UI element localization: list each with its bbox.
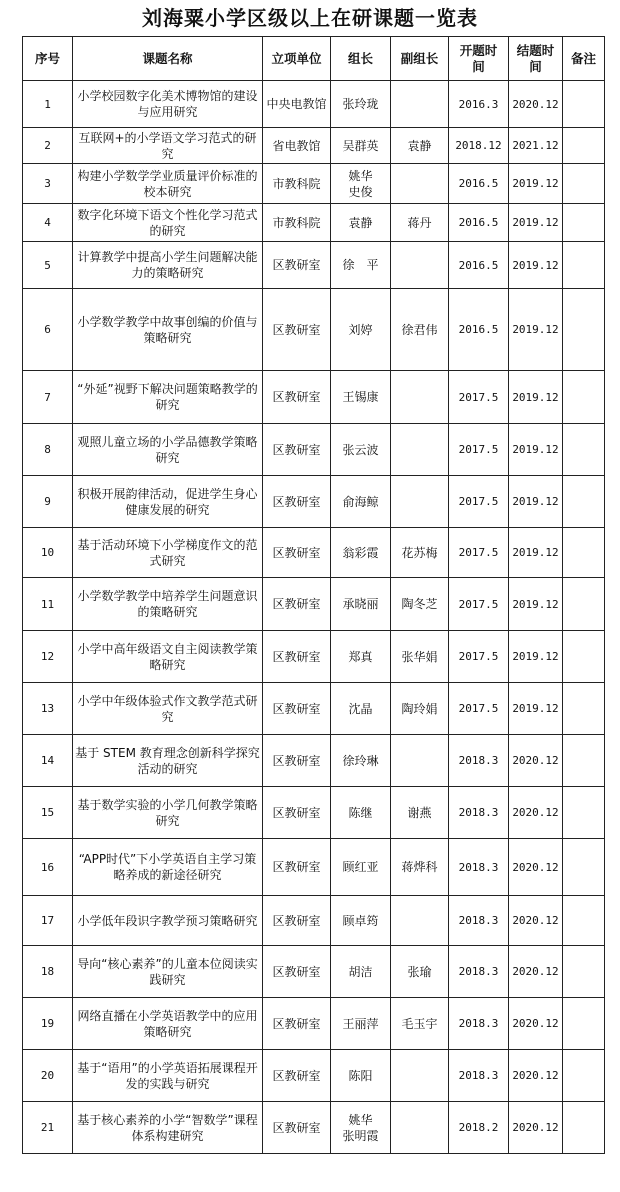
cell-end: 2019.12 bbox=[509, 578, 563, 631]
cell-leader: 顾红亚 bbox=[331, 839, 391, 896]
cell-end: 2020.12 bbox=[509, 896, 563, 946]
header-row bbox=[23, 37, 605, 81]
cell-leader: 吴群英 bbox=[331, 128, 391, 164]
cell-start: 2017.5 bbox=[449, 424, 509, 476]
cell-no: 11 bbox=[23, 578, 73, 631]
cell-topic: 积极开展韵律活动，促进学生身心健康发展的研究 bbox=[73, 476, 263, 528]
table-row bbox=[23, 242, 605, 289]
cell-note bbox=[563, 242, 605, 289]
cell-unit: 省电教馆 bbox=[263, 128, 331, 164]
cell-no: 2 bbox=[23, 128, 73, 164]
header-no: 序号 bbox=[23, 37, 73, 81]
page-title: 刘海粟小学区级以上在研课题一览表 bbox=[142, 6, 478, 30]
cell-no: 19 bbox=[23, 998, 73, 1050]
cell-unit: 区教研室 bbox=[263, 476, 331, 528]
cell-end: 2020.12 bbox=[509, 998, 563, 1050]
table-row bbox=[23, 735, 605, 787]
cell-no: 20 bbox=[23, 1050, 73, 1102]
cell-leader: 翁彩霞 bbox=[331, 528, 391, 578]
header-topic: 课题名称 bbox=[73, 37, 263, 81]
cell-start: 2018.3 bbox=[449, 787, 509, 839]
cell-start: 2018.3 bbox=[449, 998, 509, 1050]
cell-leader: 徐玲琳 bbox=[331, 735, 391, 787]
cell-no: 1 bbox=[23, 81, 73, 128]
table-row bbox=[23, 631, 605, 683]
cell-topic: 构建小学数学学业质量评价标准的校本研究 bbox=[73, 164, 263, 204]
cell-start: 2016.5 bbox=[449, 164, 509, 204]
cell-no: 15 bbox=[23, 787, 73, 839]
cell-topic: 基于“语用”的小学英语拓展课程开发的实践与研究 bbox=[73, 1050, 263, 1102]
cell-no: 10 bbox=[23, 528, 73, 578]
cell-leader: 刘婷 bbox=[331, 289, 391, 371]
cell-deputy bbox=[391, 476, 449, 528]
cell-note bbox=[563, 289, 605, 371]
header-leader: 组长 bbox=[331, 37, 391, 81]
cell-topic: 小学中高年级语文自主阅读教学策略研究 bbox=[73, 631, 263, 683]
table-row bbox=[23, 998, 605, 1050]
cell-topic: 小学数学教学中培养学生问题意识的策略研究 bbox=[73, 578, 263, 631]
research-topics-table bbox=[22, 36, 605, 1154]
cell-start: 2017.5 bbox=[449, 371, 509, 424]
table-row bbox=[23, 787, 605, 839]
cell-unit: 区教研室 bbox=[263, 289, 331, 371]
cell-start: 2018.3 bbox=[449, 1050, 509, 1102]
cell-topic: 基于活动环境下小学梯度作文的范式研究 bbox=[73, 528, 263, 578]
cell-note bbox=[563, 787, 605, 839]
cell-note bbox=[563, 528, 605, 578]
cell-deputy bbox=[391, 424, 449, 476]
cell-unit: 区教研室 bbox=[263, 683, 331, 735]
cell-note bbox=[563, 735, 605, 787]
cell-no: 14 bbox=[23, 735, 73, 787]
table-row bbox=[23, 164, 605, 204]
cell-unit: 区教研室 bbox=[263, 839, 331, 896]
cell-topic: 基于 STEM 教育理念创新科学探究活动的研究 bbox=[73, 735, 263, 787]
table-row bbox=[23, 204, 605, 242]
table-row bbox=[23, 128, 605, 164]
header-end: 结题时 间 bbox=[509, 37, 563, 81]
cell-leader: 陈继 bbox=[331, 787, 391, 839]
cell-unit: 区教研室 bbox=[263, 787, 331, 839]
table-row bbox=[23, 476, 605, 528]
cell-unit: 中央电教馆 bbox=[263, 81, 331, 128]
cell-note bbox=[563, 896, 605, 946]
cell-no: 5 bbox=[23, 242, 73, 289]
cell-deputy: 陶冬芝 bbox=[391, 578, 449, 631]
cell-deputy bbox=[391, 896, 449, 946]
cell-leader: 袁静 bbox=[331, 204, 391, 242]
cell-end: 2020.12 bbox=[509, 839, 563, 896]
table-row bbox=[23, 528, 605, 578]
cell-note bbox=[563, 578, 605, 631]
table-row bbox=[23, 946, 605, 998]
cell-end: 2019.12 bbox=[509, 242, 563, 289]
cell-end: 2019.12 bbox=[509, 204, 563, 242]
cell-deputy bbox=[391, 164, 449, 204]
cell-topic: 观照儿童立场的小学品德教学策略研究 bbox=[73, 424, 263, 476]
cell-deputy: 花苏梅 bbox=[391, 528, 449, 578]
table-row bbox=[23, 578, 605, 631]
cell-unit: 区教研室 bbox=[263, 242, 331, 289]
cell-deputy: 张华娟 bbox=[391, 631, 449, 683]
table-row bbox=[23, 1050, 605, 1102]
cell-note bbox=[563, 1102, 605, 1154]
cell-start: 2016.5 bbox=[449, 289, 509, 371]
cell-no: 13 bbox=[23, 683, 73, 735]
cell-topic: 小学校园数字化美术博物馆的建设与应用研究 bbox=[73, 81, 263, 128]
cell-no: 16 bbox=[23, 839, 73, 896]
cell-unit: 区教研室 bbox=[263, 998, 331, 1050]
cell-topic: 数字化环境下语文个性化学习范式的研究 bbox=[73, 204, 263, 242]
cell-unit: 区教研室 bbox=[263, 424, 331, 476]
table-row bbox=[23, 371, 605, 424]
cell-deputy: 蒋丹 bbox=[391, 204, 449, 242]
cell-end: 2019.12 bbox=[509, 164, 563, 204]
cell-unit: 区教研室 bbox=[263, 896, 331, 946]
cell-no: 3 bbox=[23, 164, 73, 204]
cell-deputy: 蒋烨科 bbox=[391, 839, 449, 896]
cell-note bbox=[563, 631, 605, 683]
cell-end: 2019.12 bbox=[509, 289, 563, 371]
cell-end: 2019.12 bbox=[509, 631, 563, 683]
cell-deputy: 袁静 bbox=[391, 128, 449, 164]
cell-no: 9 bbox=[23, 476, 73, 528]
cell-start: 2017.5 bbox=[449, 578, 509, 631]
cell-no: 7 bbox=[23, 371, 73, 424]
cell-deputy bbox=[391, 242, 449, 289]
header-note: 备注 bbox=[563, 37, 605, 81]
cell-topic: 基于核心素养的小学“智数学”课程体系构建研究 bbox=[73, 1102, 263, 1154]
cell-topic: “APP时代”下小学英语自主学习策略养成的新途径研究 bbox=[73, 839, 263, 896]
cell-note bbox=[563, 839, 605, 896]
cell-unit: 区教研室 bbox=[263, 946, 331, 998]
cell-start: 2016.5 bbox=[449, 242, 509, 289]
cell-end: 2020.12 bbox=[509, 1102, 563, 1154]
table-row bbox=[23, 424, 605, 476]
cell-note bbox=[563, 476, 605, 528]
cell-unit: 区教研室 bbox=[263, 1102, 331, 1154]
cell-leader: 王丽萍 bbox=[331, 998, 391, 1050]
cell-start: 2016.3 bbox=[449, 81, 509, 128]
cell-leader: 陈阳 bbox=[331, 1050, 391, 1102]
cell-start: 2018.3 bbox=[449, 896, 509, 946]
table-row bbox=[23, 289, 605, 371]
cell-start: 2018.12 bbox=[449, 128, 509, 164]
table-row bbox=[23, 896, 605, 946]
cell-end: 2019.12 bbox=[509, 424, 563, 476]
cell-topic: 小学中年级体验式作文教学范式研究 bbox=[73, 683, 263, 735]
cell-topic: 基于数学实验的小学几何教学策略研究 bbox=[73, 787, 263, 839]
header-unit: 立项单位 bbox=[263, 37, 331, 81]
header-deputy: 副组长 bbox=[391, 37, 449, 81]
cell-topic: 互联网+的小学语文学习范式的研究 bbox=[73, 128, 263, 164]
cell-topic: 小学数学教学中故事创编的价值与策略研究 bbox=[73, 289, 263, 371]
cell-end: 2020.12 bbox=[509, 735, 563, 787]
cell-no: 12 bbox=[23, 631, 73, 683]
cell-note bbox=[563, 1050, 605, 1102]
cell-no: 6 bbox=[23, 289, 73, 371]
cell-topic: 小学低年段识字教学预习策略研究 bbox=[73, 896, 263, 946]
cell-start: 2017.5 bbox=[449, 683, 509, 735]
cell-start: 2018.3 bbox=[449, 839, 509, 896]
cell-leader: 郑真 bbox=[331, 631, 391, 683]
cell-unit: 区教研室 bbox=[263, 371, 331, 424]
cell-note bbox=[563, 424, 605, 476]
cell-start: 2018.3 bbox=[449, 735, 509, 787]
cell-leader: 沈晶 bbox=[331, 683, 391, 735]
cell-end: 2020.12 bbox=[509, 946, 563, 998]
cell-deputy: 陶玲娟 bbox=[391, 683, 449, 735]
cell-leader: 张玲珑 bbox=[331, 81, 391, 128]
cell-deputy bbox=[391, 735, 449, 787]
table-row bbox=[23, 683, 605, 735]
cell-no: 4 bbox=[23, 204, 73, 242]
cell-no: 18 bbox=[23, 946, 73, 998]
cell-end: 2020.12 bbox=[509, 1050, 563, 1102]
cell-start: 2018.2 bbox=[449, 1102, 509, 1154]
cell-leader: 姚华 张明霞 bbox=[331, 1102, 391, 1154]
cell-leader: 徐 平 bbox=[331, 242, 391, 289]
table-row bbox=[23, 81, 605, 128]
table-row bbox=[23, 839, 605, 896]
cell-deputy: 毛玉宇 bbox=[391, 998, 449, 1050]
cell-note bbox=[563, 946, 605, 998]
cell-topic: “外延”视野下解决问题策略教学的研究 bbox=[73, 371, 263, 424]
cell-deputy bbox=[391, 81, 449, 128]
cell-note bbox=[563, 371, 605, 424]
cell-unit: 市教科院 bbox=[263, 164, 331, 204]
cell-deputy bbox=[391, 1102, 449, 1154]
cell-leader: 顾卓筠 bbox=[331, 896, 391, 946]
cell-leader: 姚华 史俊 bbox=[331, 164, 391, 204]
cell-deputy bbox=[391, 1050, 449, 1102]
cell-unit: 区教研室 bbox=[263, 578, 331, 631]
cell-deputy bbox=[391, 371, 449, 424]
header-start: 开题时 间 bbox=[449, 37, 509, 81]
cell-topic: 导向“核心素养”的儿童本位阅读实践研究 bbox=[73, 946, 263, 998]
cell-unit: 区教研室 bbox=[263, 1050, 331, 1102]
cell-no: 17 bbox=[23, 896, 73, 946]
cell-end: 2019.12 bbox=[509, 528, 563, 578]
cell-end: 2019.12 bbox=[509, 683, 563, 735]
cell-start: 2017.5 bbox=[449, 528, 509, 578]
cell-topic: 计算教学中提高小学生问题解决能力的策略研究 bbox=[73, 242, 263, 289]
cell-leader: 俞海鲸 bbox=[331, 476, 391, 528]
cell-topic: 网络直播在小学英语教学中的应用策略研究 bbox=[73, 998, 263, 1050]
cell-no: 21 bbox=[23, 1102, 73, 1154]
table-body bbox=[23, 81, 605, 1154]
cell-start: 2017.5 bbox=[449, 631, 509, 683]
cell-leader: 王锡康 bbox=[331, 371, 391, 424]
cell-deputy: 谢燕 bbox=[391, 787, 449, 839]
cell-start: 2018.3 bbox=[449, 946, 509, 998]
cell-leader: 张云波 bbox=[331, 424, 391, 476]
cell-note bbox=[563, 164, 605, 204]
cell-end: 2021.12 bbox=[509, 128, 563, 164]
cell-no: 8 bbox=[23, 424, 73, 476]
cell-deputy: 徐君伟 bbox=[391, 289, 449, 371]
cell-end: 2020.12 bbox=[509, 81, 563, 128]
table-row bbox=[23, 1102, 605, 1154]
cell-note bbox=[563, 683, 605, 735]
cell-deputy: 张瑜 bbox=[391, 946, 449, 998]
cell-end: 2020.12 bbox=[509, 787, 563, 839]
cell-end: 2019.12 bbox=[509, 476, 563, 528]
cell-note bbox=[563, 128, 605, 164]
cell-start: 2017.5 bbox=[449, 476, 509, 528]
cell-note bbox=[563, 998, 605, 1050]
cell-end: 2019.12 bbox=[509, 371, 563, 424]
cell-leader: 承晓丽 bbox=[331, 578, 391, 631]
cell-unit: 市教科院 bbox=[263, 204, 331, 242]
cell-note bbox=[563, 81, 605, 128]
cell-unit: 区教研室 bbox=[263, 735, 331, 787]
cell-unit: 区教研室 bbox=[263, 631, 331, 683]
cell-start: 2016.5 bbox=[449, 204, 509, 242]
cell-leader: 胡洁 bbox=[331, 946, 391, 998]
cell-unit: 区教研室 bbox=[263, 528, 331, 578]
cell-note bbox=[563, 204, 605, 242]
